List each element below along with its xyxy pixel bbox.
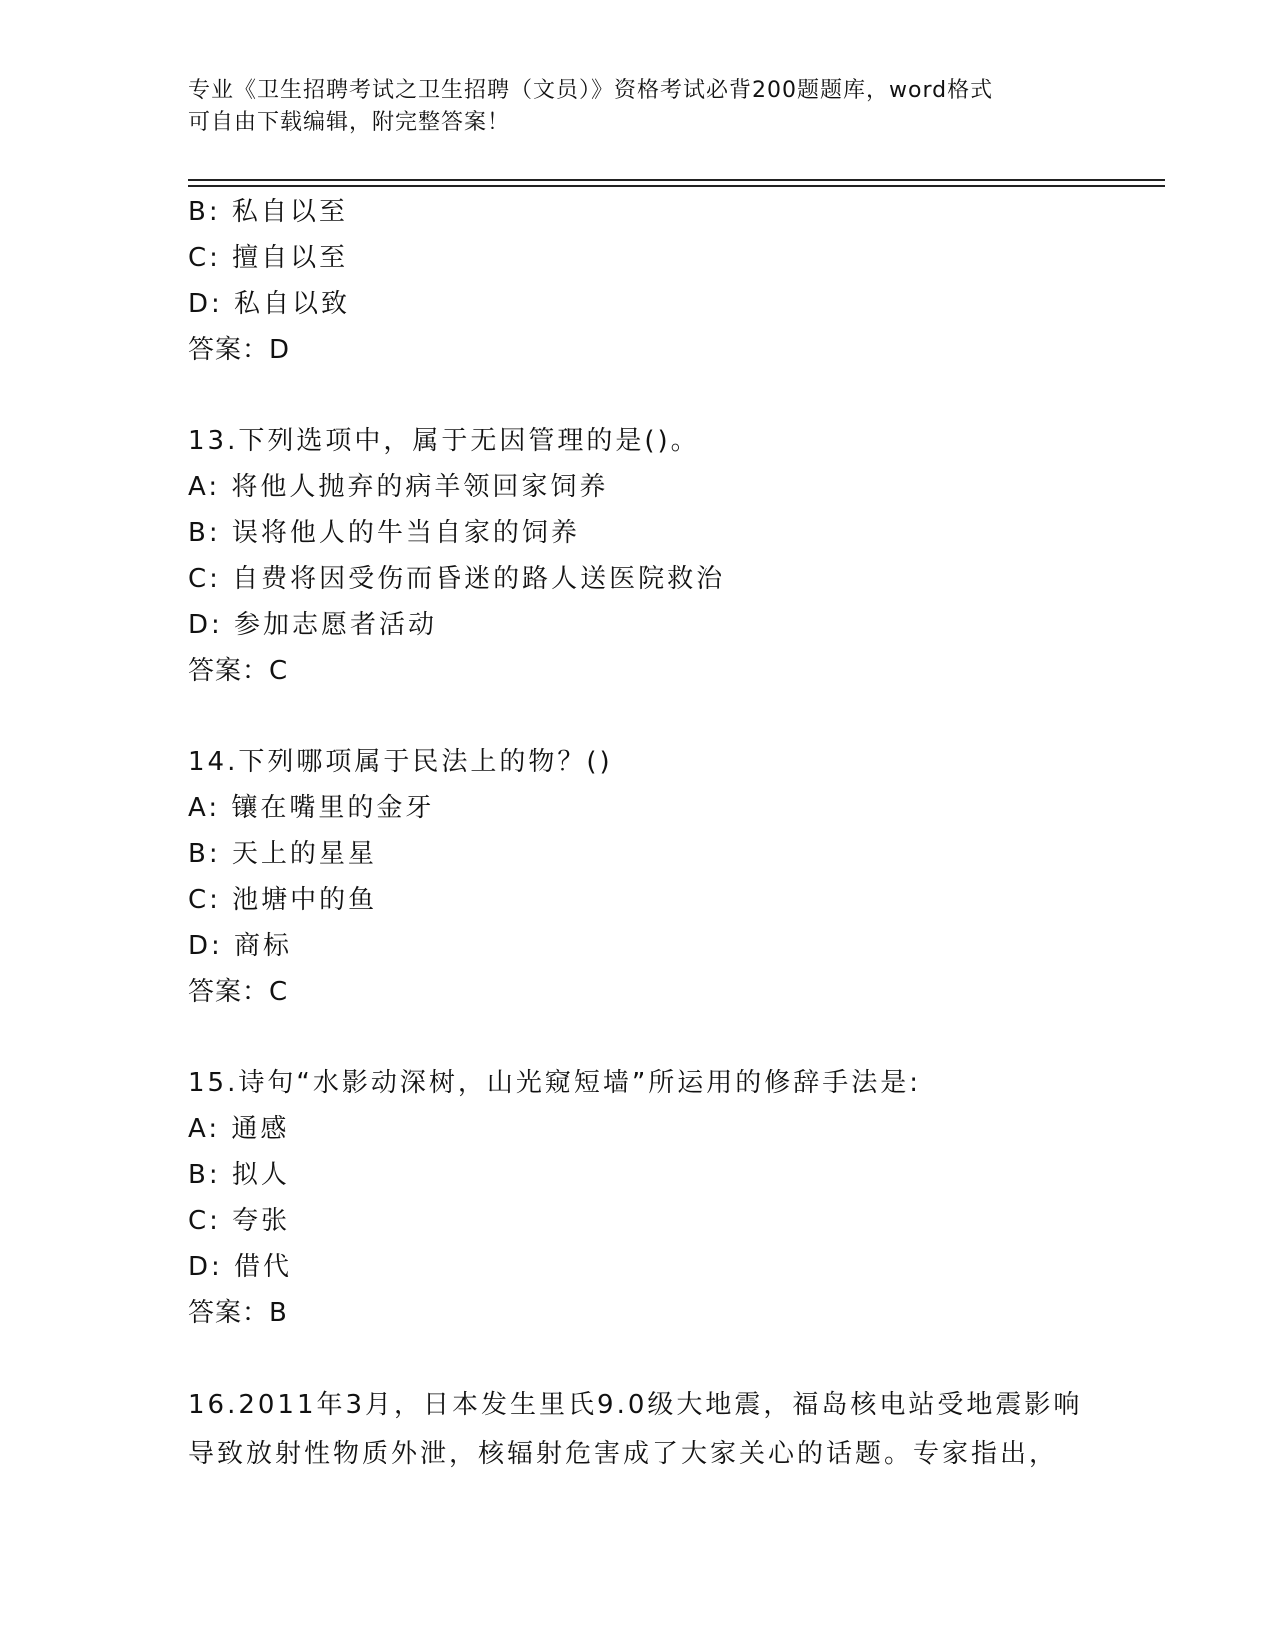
document-header xyxy=(188,75,1088,139)
question-text: 15.诗句“水影动深树，山光窥短墙”所运用的修辞手法是: xyxy=(188,1068,922,1098)
option-c: C: 池塘中的鱼 xyxy=(188,885,378,915)
option-d: D: 参加志愿者活动 xyxy=(188,610,438,640)
question-16 xyxy=(188,1381,1148,1479)
answer-line: 答案：C xyxy=(188,656,289,686)
question-text-line-1: 16.2011年3月，日本发生里氏9.0级大地震，福岛核电站受地震影响 xyxy=(188,1390,1083,1420)
question-list xyxy=(188,189,1148,1479)
option-b: B: 天上的星星 xyxy=(188,839,377,869)
header-divider-top xyxy=(188,179,1165,181)
question-14 xyxy=(188,739,1148,1015)
option-b: B: 误将他人的牛当自家的饲养 xyxy=(188,518,580,548)
option-a: A: 镶在嘴里的金牙 xyxy=(188,793,435,823)
question-13 xyxy=(188,418,1148,694)
answer-line: 答案：D xyxy=(188,335,291,365)
question-text: 13.下列选项中，属于无因管理的是()。 xyxy=(188,426,700,456)
header-title-line-2: 可自由下载编辑，附完整答案！ xyxy=(188,110,511,135)
option-a: A: 通感 xyxy=(188,1114,290,1144)
option-c: C: 夸张 xyxy=(188,1206,291,1236)
question-15 xyxy=(188,1060,1148,1336)
option-c: C: 自费将因受伤而昏迷的路人送医院救治 xyxy=(188,564,726,594)
option-c: C: 擅自以至 xyxy=(188,243,349,273)
question-12-tail xyxy=(188,189,1148,373)
answer-line: 答案：C xyxy=(188,977,289,1007)
question-text-line-2: 导致放射性物质外泄，核辐射危害成了大家关心的话题。专家指出， xyxy=(188,1439,1059,1469)
option-d: D: 私自以致 xyxy=(188,289,351,319)
option-d: D: 借代 xyxy=(188,1252,293,1282)
answer-line: 答案：B xyxy=(188,1298,288,1328)
option-d: D: 商标 xyxy=(188,931,293,961)
option-b: B: 拟人 xyxy=(188,1160,290,1190)
option-a: A: 将他人抛弃的病羊领回家饲养 xyxy=(188,472,609,502)
header-title-line-1: 专业《卫生招聘考试之卫生招聘（文员）》资格考试必背200题题库，word格式 xyxy=(188,78,994,103)
option-b: B: 私自以至 xyxy=(188,197,348,227)
question-text: 14.下列哪项属于民法上的物？() xyxy=(188,747,613,777)
header-divider-bottom xyxy=(188,185,1165,187)
